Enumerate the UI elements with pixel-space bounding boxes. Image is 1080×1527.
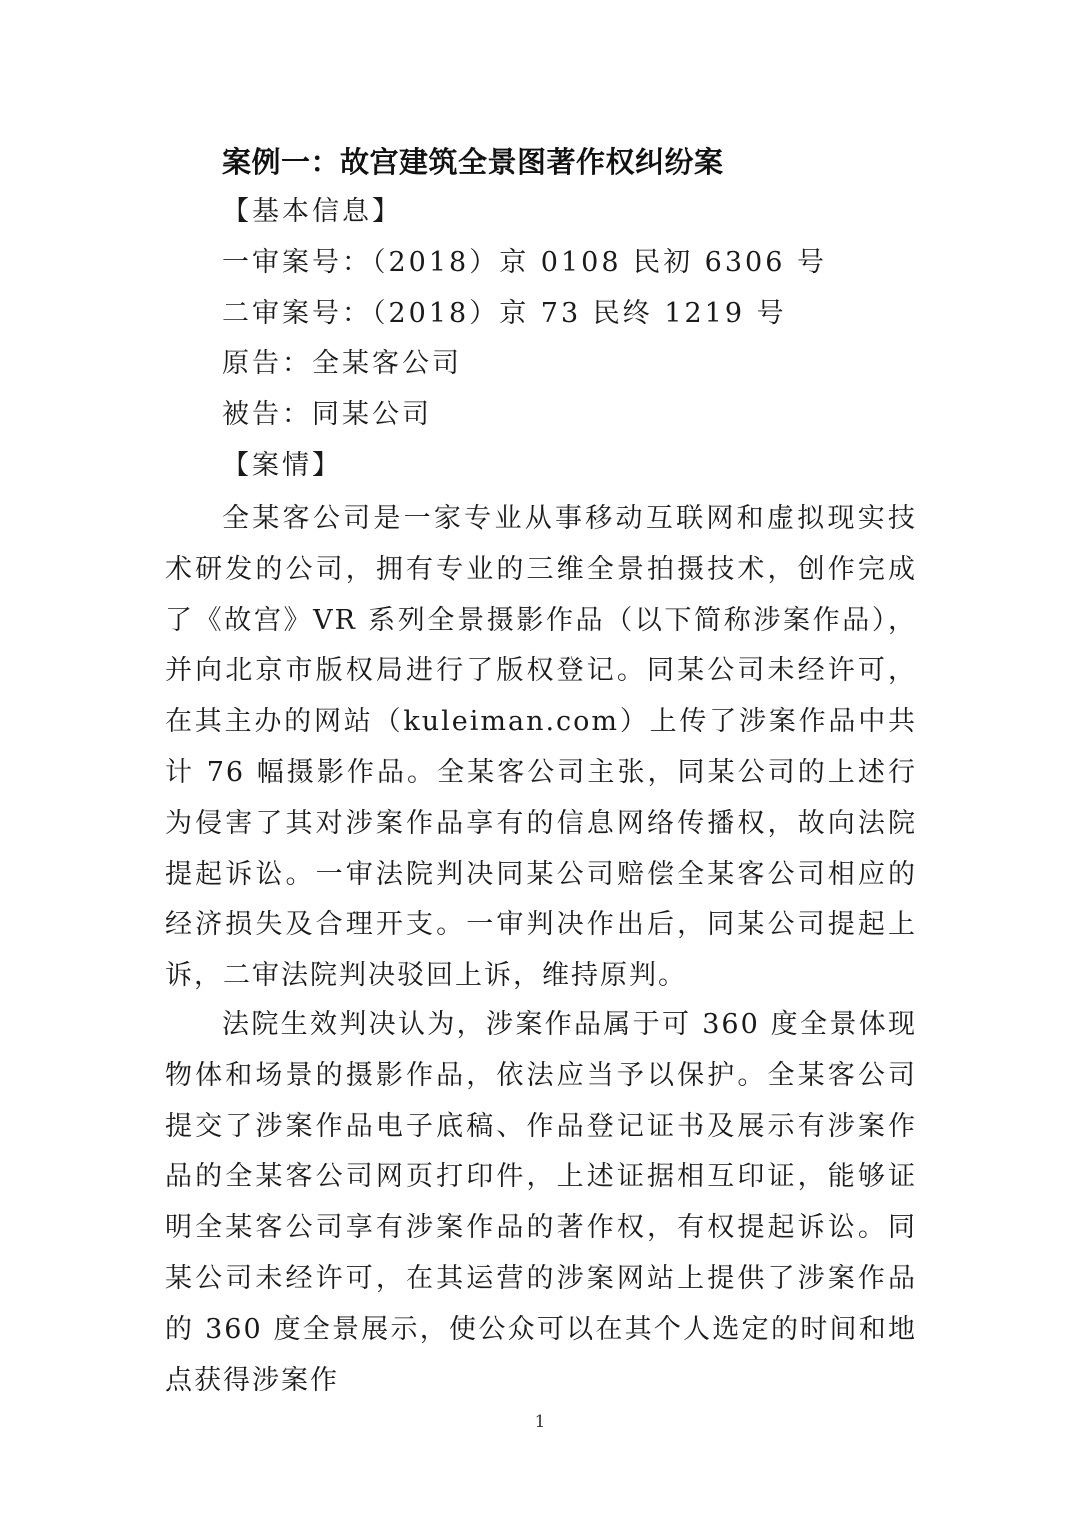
plaintiff-line: 原告：全某客公司: [222, 348, 462, 379]
paragraph-court-opinion: 法院生效判决认为，涉案作品属于可 360 度全景体现物体和场景的摄影作品，依法应当予以保护。全某客公司提交了涉案作品电子底稿、作品登记证书及展示有涉案作品的全某客公司网页打印件，上述证据相互印证，能够证明全某客公司享有涉案作品的著作权，有权提起诉讼。同某公司未经许可，在其运营的涉案网站上提供了涉案作品的 360 度全景展示，使公众可以在其个人选定的时间和地点获得涉案作: [165, 1009, 917, 1396]
document-title: 案例一：故宫建筑全景图著作权纠纷案: [222, 145, 724, 179]
section-heading-case-facts: 【案情】: [222, 450, 342, 481]
first-instance-case-number: 一审案号：（2018）京 0108 民初 6306 号: [222, 247, 827, 278]
paragraph-case-facts: 全某客公司是一家专业从事移动互联网和虚拟现实技术研发的公司，拥有专业的三维全景拍摄技术，创作完成了《故宫》VR 系列全景摄影作品（以下简称涉案作品），并向北京市版权局进行了版权登记。同某公司未经许可，在其主办的网站（kuleiman.com）上传了涉案作品中共计 76 幅摄影作品。全某客公司主张，同某公司的上述行为侵害了其对涉案作品享有的信息网络传播权，故向法院提起诉讼。一审法院判决同某公司赔偿全某客公司相应的经济损失及合理开支。一审判决作出后，同某公司提起上诉，二审法院判决驳回上诉，维持原判。: [165, 503, 917, 992]
page-number: 1: [534, 1412, 546, 1432]
section-heading-basic-info: 【基本信息】: [222, 196, 402, 227]
defendant-line: 被告：同某公司: [222, 399, 432, 430]
second-instance-case-number: 二审案号：（2018）京 73 民终 1219 号: [222, 298, 787, 329]
